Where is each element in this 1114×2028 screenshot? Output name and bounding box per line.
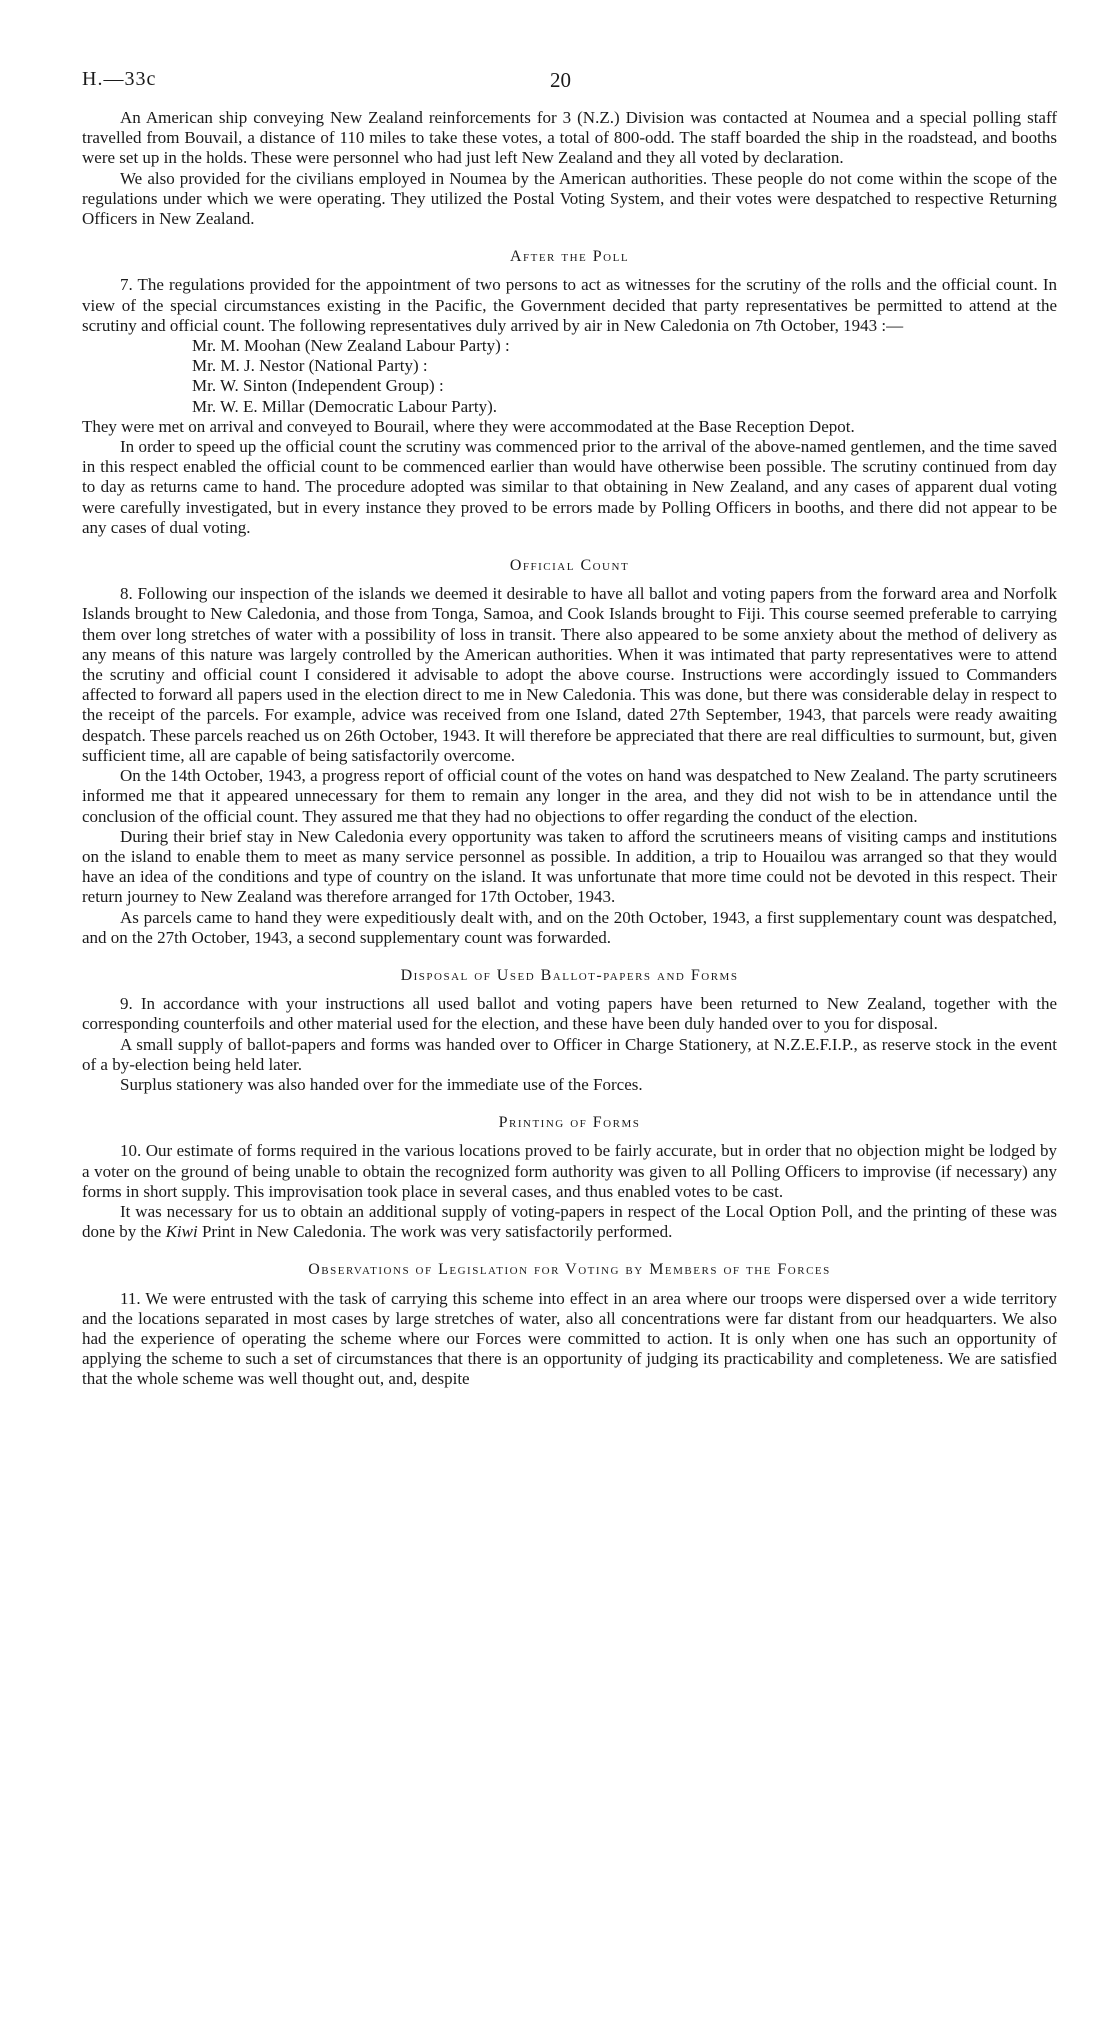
section-heading-disposal: Disposal of Used Ballot-papers and Forms [400, 966, 739, 984]
section-heading-observations: Observations of Legislation for Voting by Members of the Forces [308, 1261, 831, 1279]
paragraph: On the 14th October, 1943, a progress report of official count of the votes on hand was despatched to New Zealand. The party scrutineers informed me that it appeared unnecessary for them to remain any longer in the area, and they did not wish to be in attendance until the conclusion of the official count. They assured me that they had no objections to offer regarding the conduct of the election. [82, 766, 1057, 826]
body-text [82, 108, 1057, 1390]
paragraph: 8. Following our inspection of the islands we deemed it desirable to have all ballot and voting papers from the forward area and Norfolk Islands brought to New Caledonia, and those from Tonga, Samoa, and Cook Islands brought to Fiji. This course seemed preferable to carrying them over long stretches of water with a possibility of loss in transit. There also appeared to be some anxiety about the method of delivery as any means of this nature was largely controlled by the American authorities. When it was intimated that party representatives were to attend the scrutiny and official count I considered it advisable to adopt the above course. Instructions were accordingly issued to Commanders affected to forward all papers used in the election direct to me in New Caledonia. This was done, but there was considerable delay in respect to the receipt of the parcels. For example, advice was received from one Island, dated 27th September, 1943, that parcels were ready awaiting despatch. These parcels reached us on 26th October, 1943. It will therefore be appreciated that there are real difficulties to surmount, but, given sufficient time, all are capable of being satisfactorily overcome. [82, 584, 1057, 765]
section-heading-official-count: Official Count [509, 557, 630, 575]
page-number: 20 [550, 68, 571, 92]
paragraph: In order to speed up the official count the scrutiny was commenced prior to the arrival of the above-named gentlemen, and the time saved in this respect enabled the official count to be commenced earlier than would have otherwise been possible. The scrutiny continued from day to day as returns came to hand. The procedure adopted was similar to that obtaining in New Zealand, and any cases of apparent dual voting were carefully investigated, but in every instance they proved to be errors made by Polling Officers in booths, and there did not appear to be any cases of dual voting. [82, 437, 1057, 537]
document-page [82, 68, 1057, 1390]
paragraph: During their brief stay in New Caledonia every opportunity was taken to afford the scrutineers means of visiting camps and institutions on the island to enable them to meet as many service personnel as possible. In addition, a trip to Houailou was arranged so that they would have an idea of the conditions and type of country on the island. It was unfortunate that more time could not be devoted in this respect. Their return journey to New Zealand was therefore arranged for 17th October, 1943. [82, 826, 1057, 907]
paragraph: 7. The regulations provided for the appointment of two persons to act as witnesses for the scrutiny of the rolls and the official count. In view of the special circumstances existing in the Pacific, the Government decided that party representatives be permitted to attend at the scrutiny and official count. The following representatives duly arrived by air in New Caledonia on 7th October, 1943 :— [82, 275, 1057, 335]
list-item: Mr. M. Moohan (New Zealand Labour Party) : [192, 336, 510, 356]
paragraph [82, 1202, 1057, 1242]
paragraph: They were met on arrival and conveyed to Bourail, where they were accommodated at the Base Reception Depot. [82, 416, 855, 436]
list-item: Mr. M. J. Nestor (National Party) : [192, 356, 428, 376]
paragraph: We also provided for the civilians employed in Noumea by the American authorities. These people do not come within the scope of the regulations under which we were operating. They utilized the Postal Voting System, and their votes were despatched to respective Returning Officers in New Zealand. [82, 168, 1057, 229]
document-reference: H.—33c [82, 68, 157, 90]
paragraph: 10. Our estimate of forms required in the various locations proved to be fairly accurate, but in order that no objection might be lodged by a voter on the ground of being unable to obtain the recognized form authority was given to all Polling Officers to improvise (if necessary) any forms in short supply. This improvisation took place in several cases, and thus enabled votes to be cast. [82, 1141, 1057, 1201]
paragraph: Surplus stationery was also handed over for the immediate use of the Forces. [120, 1074, 643, 1094]
list-item: Mr. W. E. Millar (Democratic Labour Party). [192, 396, 497, 416]
section-heading-printing-of-forms: Printing of Forms [498, 1114, 641, 1132]
text-run: Print in New Caledonia. The work was very satisfactorily performed. [197, 1222, 673, 1242]
paragraph: 11. We were entrusted with the task of carrying this scheme into effect in an area where our troops were dispersed over a wide territory and the locations separated in most cases by large stretches of water, also all concentrations were far distant from our headquarters. We also had the experience of operating the scheme where our Forces were committed to action. It is only when one has such an opportunity of applying the scheme to such a set of circumstances that there is an opportunity of judging its practicability and completeness. We are satisfied that the whole scheme was well thought out, and, despite [82, 1288, 1057, 1389]
paragraph: An American ship conveying New Zealand reinforcements for 3 (N.Z.) Division was contacted at Noumea and a special polling staff travelled from Bouvail, a distance of 110 miles to take these votes, a total of 800-odd. The staff boarded the ship in the roadstead, and booths were set up in the holds. These were personnel who had just left New Zealand and they all voted by declaration. [82, 108, 1057, 168]
list-item: Mr. W. Sinton (Independent Group) : [192, 376, 444, 396]
paragraph: A small supply of ballot-papers and forms was handed over to Officer in Charge Stationery, at N.Z.E.F.I.P., as reserve stock in the event of a by-election being held later. [82, 1034, 1057, 1074]
running-header [82, 68, 1057, 108]
paragraph: 9. In accordance with your instructions all used ballot and voting papers have been returned to New Zealand, together with the corresponding counterfoils and other material used for the election, and these have been duly handed over to you for disposal. [82, 994, 1057, 1034]
italic-title: Kiwi [165, 1222, 198, 1242]
section-heading-after-the-poll: After the Poll [509, 248, 630, 266]
representatives-list [192, 336, 1057, 417]
text-run: It was necessary for us to obtain an additional supply of voting-papers in respect of the Local Option Poll, and the printing of these was done by the [82, 1201, 1057, 1242]
paragraph: As parcels came to hand they were expeditiously dealt with, and on the 20th October, 1943, a first supplementary count was despatched, and on the 27th October, 1943, a second supplementary count was forwarded. [82, 907, 1057, 947]
